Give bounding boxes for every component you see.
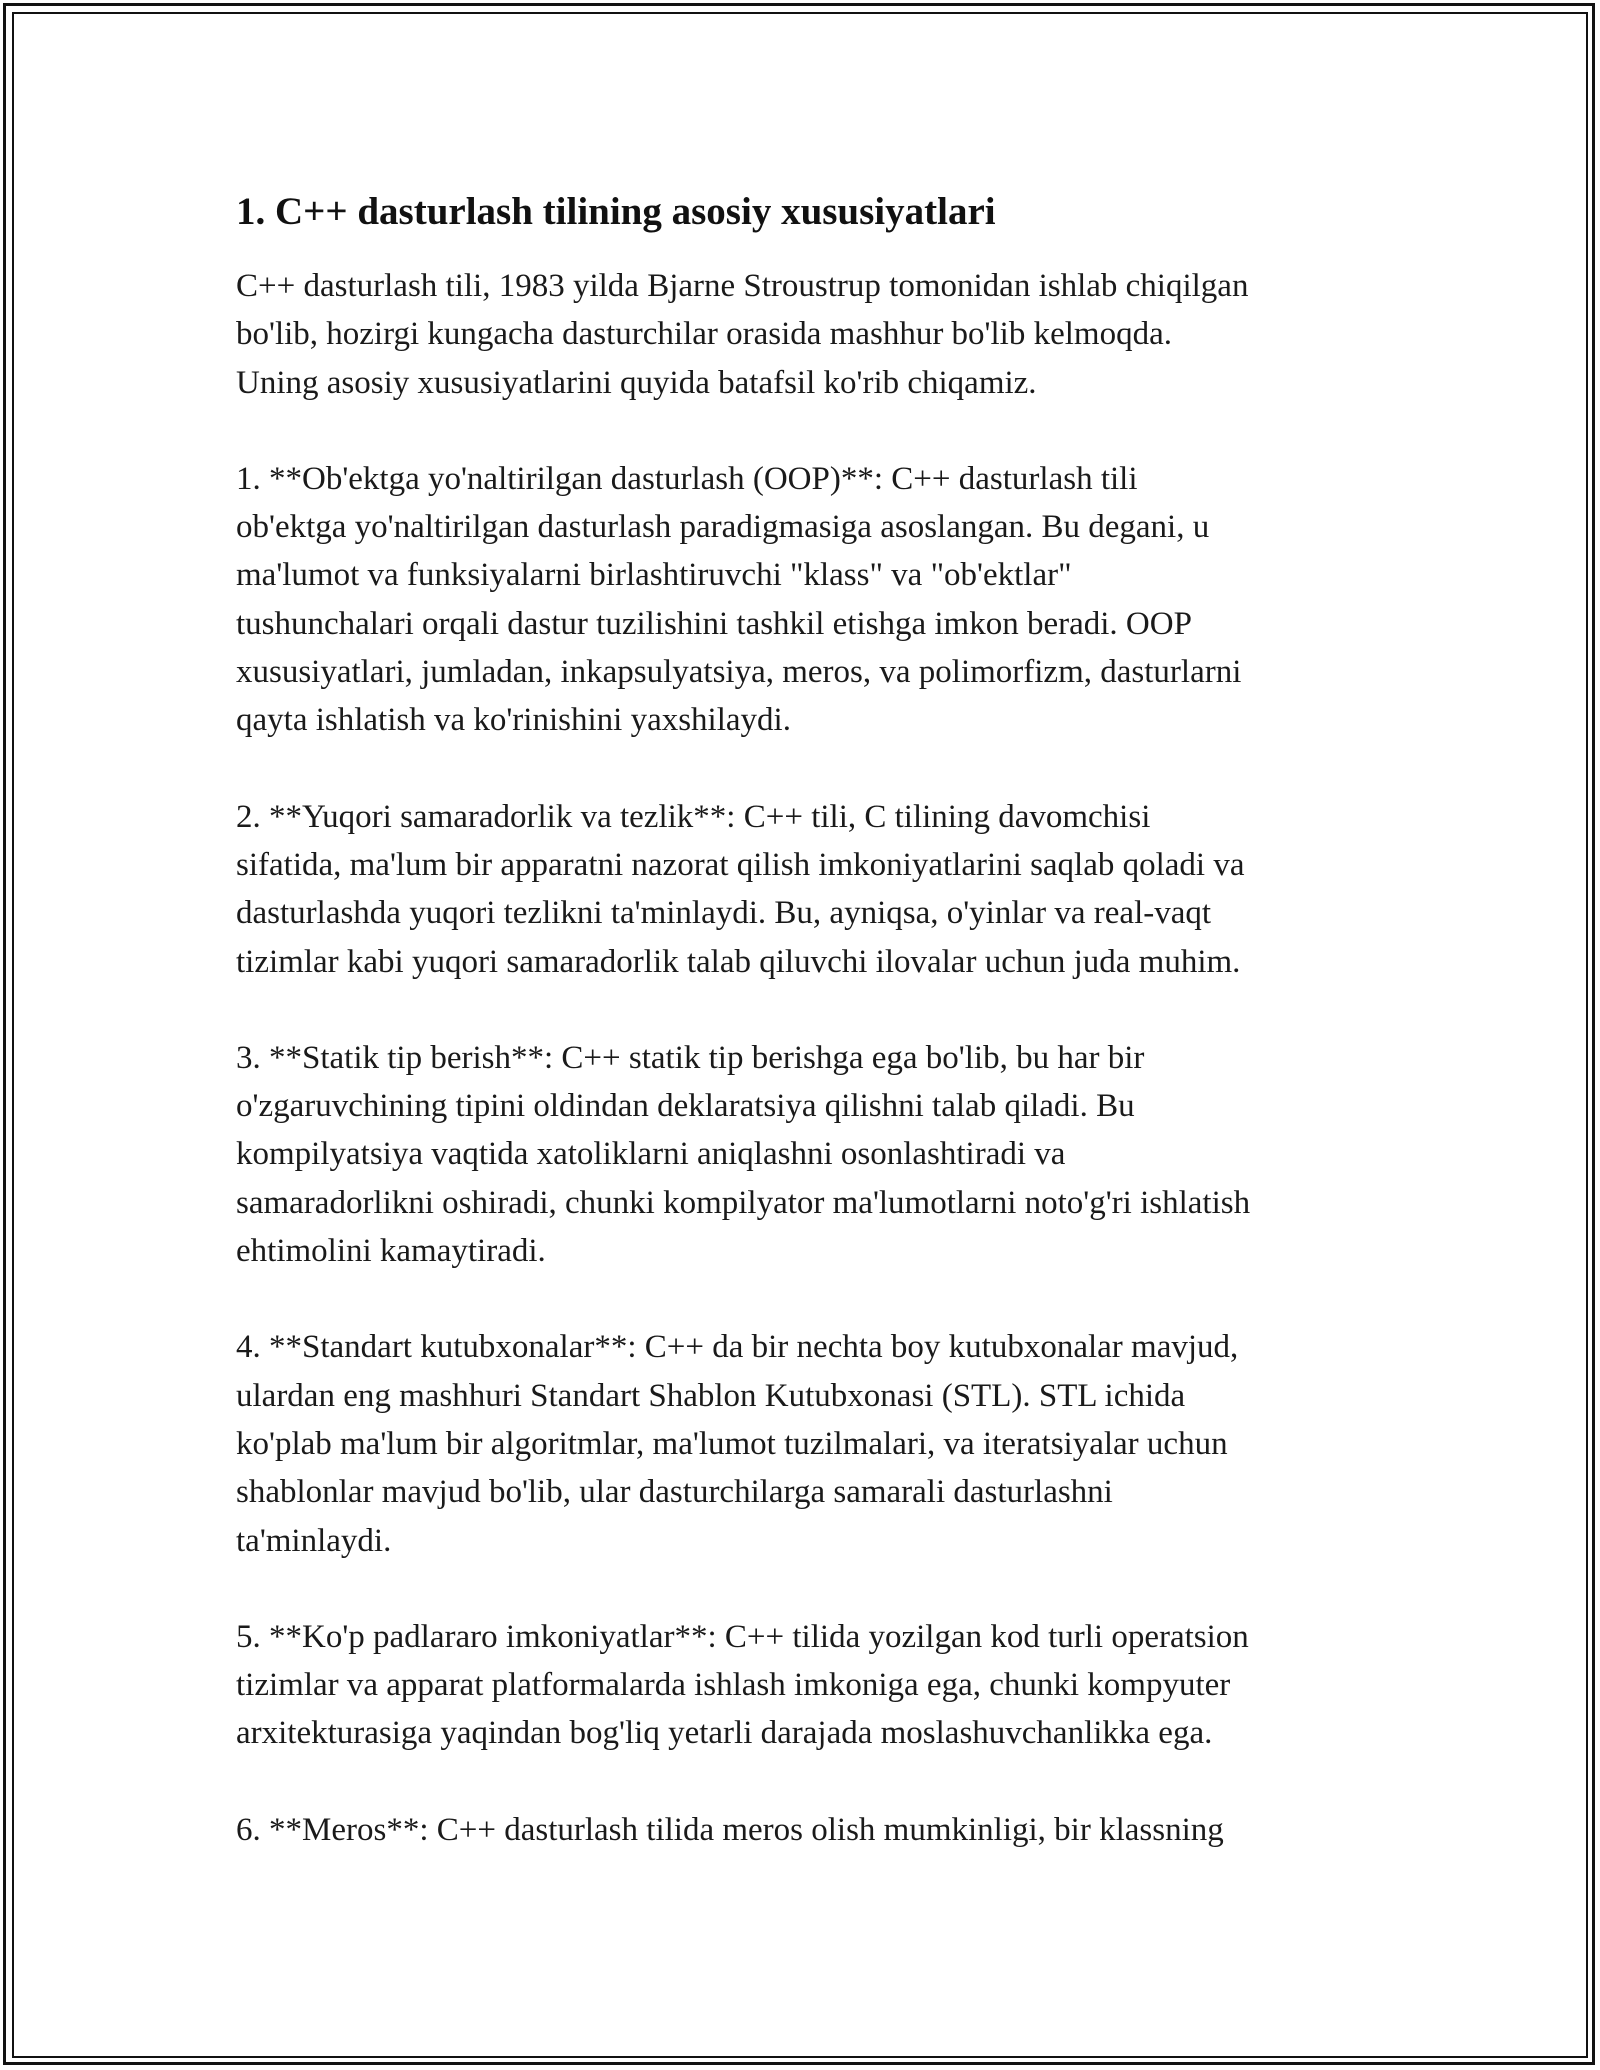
paragraph-performance: 2. **Yuqori samaradorlik va tezlik**: C++ tili, C tilining davomchisi sifatida, ma'lum bir apparatni nazorat qilish imkoniyatlarini saqlab qoladi va dasturlashda yuqori tezlikni ta'minlaydi. Bu, ayniqsa, o'yinlar va real-vaqt tizimlar kabi yuqori samaradorlik talab qiluvchi ilovalar uchun juda muhim.	[236, 798, 1245, 980]
paragraph-cross-platform: 5. **Ko'p padlararo imkoniyatlar**: C++ tilida yozilgan kod turli operatsion tizimlar va apparat platformalarda ishlash imkoniga ega, chunki kompyuter arxitekturasiga yaqindan bog'liq yetarli darajada moslashuvchanlikka ega.	[236, 1618, 1249, 1752]
page-title: 1. C++ dasturlash tilining asosiy xususiyatlari	[236, 190, 996, 233]
paragraph-oop: 1. **Ob'ektga yo'naltirilgan dasturlash (OOP)**: C++ dasturlash tili ob'ektga yo'naltirilgan dasturlash paradigmasiga asoslangan. Bu degani, u ma'lumot va funksiyalarni birlashtiruvchi "klass" va "ob'ektlar" tushunchalari orqali dastur tuzilishini tashkil etishga imkon beradi. OOP xususiyatlari, jumladan, inkapsulyatsiya, meros, va polimorfizm, dasturlarni qayta ishlatish va ko'rinishini yaxshilaydi.	[236, 460, 1242, 739]
paragraph-static-typing: 3. **Statik tip berish**: C++ statik tip berishga ega bo'lib, bu har bir o'zgaruvchining tipini oldindan deklaratsiya qilishni talab qiladi. Bu kompilyatsiya vaqtida xatoliklarni aniqlashni osonlashtiradi va samaradorlikni oshiradi, chunki kompilyator ma'lumotlarni noto'g'ri ishlatish ehtimolini kamaytiradi.	[236, 1039, 1251, 1270]
document-body	[236, 188, 1386, 1902]
paragraph-standard-libraries: 4. **Standart kutubxonalar**: C++ da bir nechta boy kutubxonalar mavjud, ulardan eng mashhuri Standart Shablon Kutubxonasi (STL). STL ichida ko'plab ma'lum bir algoritmlar, ma'lumot tuzilmalari, va iteratsiyalar uchun shablonlar mavjud bo'lib, ular dasturchilarga samarali dasturlashni ta'minlaydi.	[236, 1329, 1239, 1559]
intro-paragraph: C++ dasturlash tili, 1983 yilda Bjarne Stroustrup tomonidan ishlab chiqilgan bo'lib, hozirgi kungacha dasturchilar orasida mashhur bo'lib kelmoqda. Uning asosiy xususiyatlarini quyida batafsil ko'rib chiqamiz.	[236, 268, 1249, 401]
paragraph-inheritance: 6. **Meros**: C++ dasturlash tilida meros olish mumkinligi, bir klassning	[236, 1811, 1224, 1848]
